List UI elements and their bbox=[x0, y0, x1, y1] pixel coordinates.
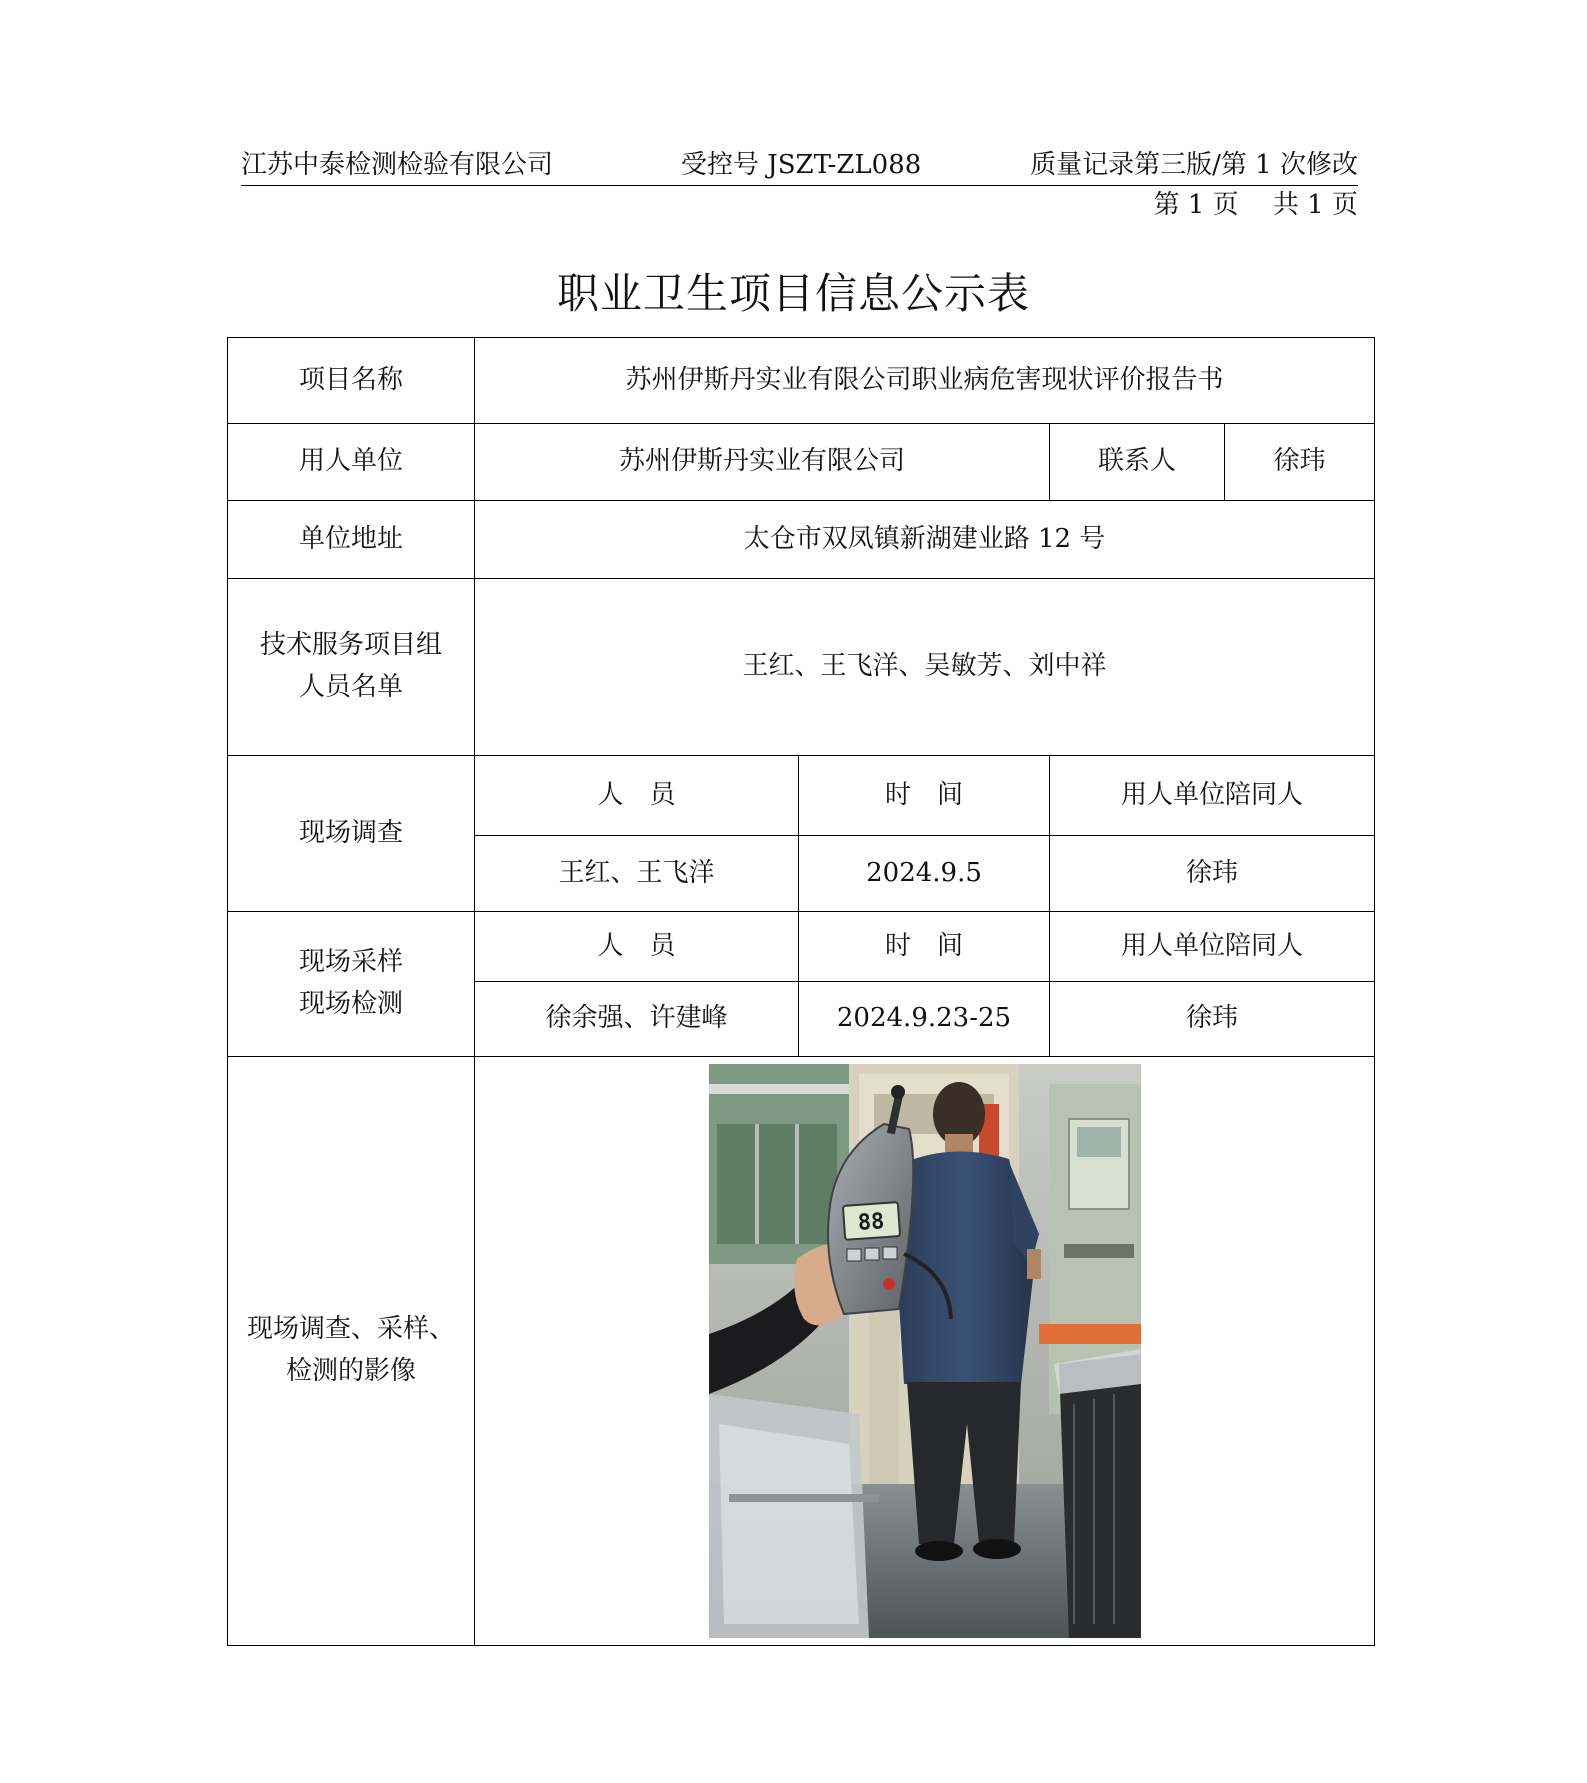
survey-personnel: 王红、王飞洋 bbox=[475, 836, 799, 912]
site-survey-photo bbox=[709, 1064, 1141, 1638]
row-sampling-header bbox=[228, 912, 1375, 982]
row-employer bbox=[228, 424, 1375, 501]
photo-label bbox=[228, 1057, 475, 1646]
sampling-label-line2: 现场检测 bbox=[298, 989, 403, 1019]
photo-cell bbox=[475, 1057, 1375, 1646]
row-survey-header bbox=[228, 756, 1375, 836]
header-version: 质量记录第三版/第 1 次修改 bbox=[1030, 150, 1358, 180]
sampling-col-escort: 用人单位陪同人 bbox=[1050, 912, 1375, 982]
team-label bbox=[228, 579, 475, 756]
row-project-name bbox=[228, 338, 1375, 424]
survey-col-escort: 用人单位陪同人 bbox=[1050, 756, 1375, 836]
sampling-escort: 徐玮 bbox=[1050, 982, 1375, 1057]
employer-label: 用人单位 bbox=[228, 424, 475, 501]
sampling-col-personnel: 人 员 bbox=[475, 912, 799, 982]
contact-label: 联系人 bbox=[1050, 424, 1225, 501]
row-address bbox=[228, 501, 1375, 579]
sampling-time: 2024.9.23-25 bbox=[799, 982, 1050, 1057]
header-control-number: 受控号 JSZT-ZL088 bbox=[681, 150, 922, 180]
page-header bbox=[241, 145, 1358, 186]
photo-label-line2: 检测的影像 bbox=[285, 1356, 416, 1386]
team-label-line2: 人员名单 bbox=[298, 672, 403, 702]
team-label-line1: 技术服务项目组 bbox=[259, 630, 442, 661]
address-label: 单位地址 bbox=[228, 501, 475, 579]
survey-label: 现场调查 bbox=[228, 756, 475, 912]
address-value: 太仓市双凤镇新湖建业路 12 号 bbox=[475, 501, 1375, 579]
sampling-col-time: 时 间 bbox=[799, 912, 1050, 982]
survey-col-personnel: 人 员 bbox=[475, 756, 799, 836]
project-info-table bbox=[227, 337, 1375, 1646]
row-photo bbox=[228, 1057, 1375, 1646]
document-title: 职业卫生项目信息公示表 bbox=[556, 269, 1030, 318]
employer-value: 苏州伊斯丹实业有限公司 bbox=[475, 424, 1050, 501]
sampling-label-line1: 现场采样 bbox=[298, 947, 403, 978]
meter-reading: 88 bbox=[856, 1209, 885, 1236]
page-number: 第 1 页 共 1 页 bbox=[1153, 190, 1358, 220]
project-name-label: 项目名称 bbox=[228, 338, 475, 424]
survey-escort: 徐玮 bbox=[1050, 836, 1375, 912]
survey-time: 2024.9.5 bbox=[799, 836, 1050, 912]
sampling-label bbox=[228, 912, 475, 1057]
project-name-value: 苏州伊斯丹实业有限公司职业病危害现状评价报告书 bbox=[475, 338, 1375, 424]
sampling-personnel: 徐余强、许建峰 bbox=[475, 982, 799, 1057]
photo-label-line1: 现场调查、采样、 bbox=[246, 1314, 455, 1345]
header-company: 江苏中泰检测检验有限公司 bbox=[241, 150, 554, 180]
row-team bbox=[228, 579, 1375, 756]
team-members-value: 王红、王飞洋、吴敏芳、刘中祥 bbox=[475, 579, 1375, 756]
survey-col-time: 时 间 bbox=[799, 756, 1050, 836]
contact-value: 徐玮 bbox=[1225, 424, 1375, 501]
